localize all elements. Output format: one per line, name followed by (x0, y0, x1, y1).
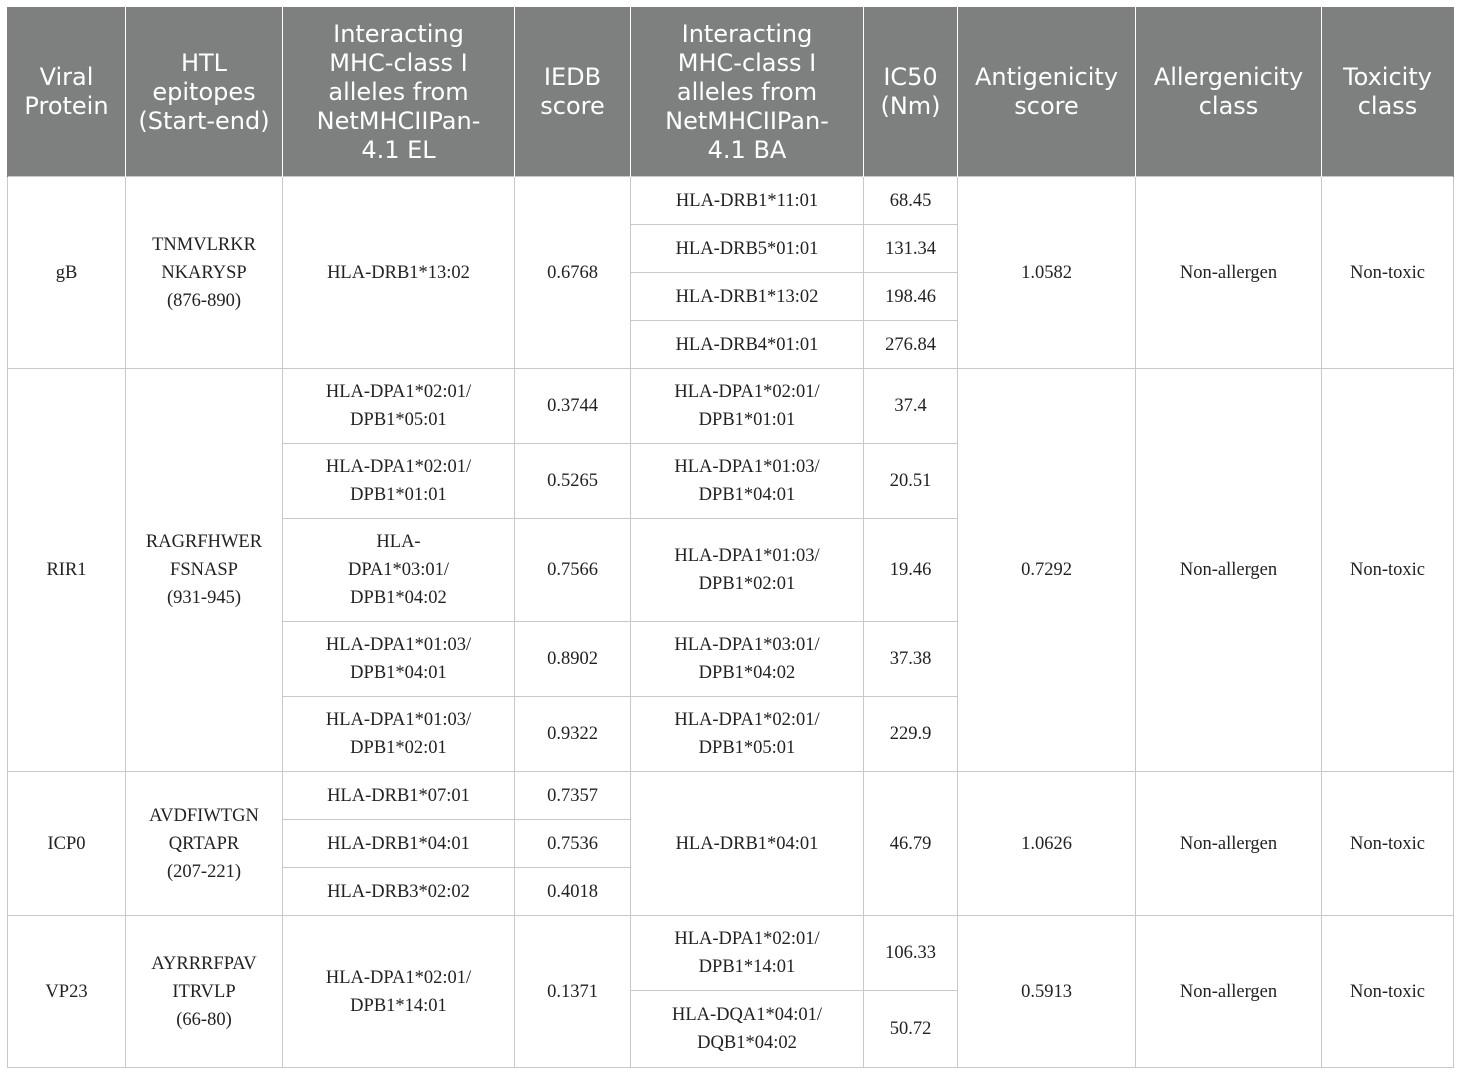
header-row (8, 8, 1454, 177)
protein-cell: RIR1 (8, 369, 126, 772)
iedb-score-cell: 0.7566 (515, 519, 631, 622)
ba-allele-cell: HLA-DPA1*03:01/ DPB1*04:02 (631, 622, 864, 697)
table-row (8, 772, 1454, 820)
iedb-score-cell: 0.3744 (515, 369, 631, 444)
epitope-cell: AYRRRFPAV ITRVLP (66-80) (126, 916, 283, 1068)
ba-allele-cell: HLA-DRB1*11:01 (631, 177, 864, 225)
ic50-cell: 229.9 (864, 697, 958, 772)
iedb-score-cell: 0.7536 (515, 820, 631, 868)
header-allergenicity: Allergenicity class (1136, 8, 1322, 177)
header-toxicity: Toxicity class (1322, 8, 1454, 177)
iedb-score-cell: 0.5265 (515, 444, 631, 519)
table-row (8, 177, 1454, 225)
ic50-cell: 46.79 (864, 772, 958, 916)
ba-allele-cell: HLA-DPA1*02:01/ DPB1*14:01 (631, 916, 864, 991)
ba-allele-cell: HLA-DRB5*01:01 (631, 225, 864, 273)
toxicity-cell: Non-toxic (1322, 177, 1454, 369)
ic50-cell: 20.51 (864, 444, 958, 519)
ba-allele-cell: HLA-DQA1*04:01/ DQB1*04:02 (631, 991, 864, 1068)
header-el-alleles: Interacting MHC-class I alleles from NetMHCIIPan- 4.1 EL (283, 8, 515, 177)
epitope-cell: TNMVLRKR NKARYSP (876-890) (126, 177, 283, 369)
antigenicity-cell: 0.5913 (958, 916, 1136, 1068)
ba-allele-cell: HLA-DPA1*02:01/ DPB1*05:01 (631, 697, 864, 772)
ic50-cell: 198.46 (864, 273, 958, 321)
el-allele-cell: HLA- DPA1*03:01/ DPB1*04:02 (283, 519, 515, 622)
ic50-cell: 19.46 (864, 519, 958, 622)
ba-allele-cell: HLA-DPA1*01:03/ DPB1*04:01 (631, 444, 864, 519)
el-allele-cell: HLA-DRB3*02:02 (283, 868, 515, 916)
antigenicity-cell: 1.0626 (958, 772, 1136, 916)
epitope-cell: RAGRFHWER FSNASP (931-945) (126, 369, 283, 772)
iedb-score-cell: 0.1371 (515, 916, 631, 1068)
el-allele-cell: HLA-DPA1*02:01/ DPB1*01:01 (283, 444, 515, 519)
el-allele-cell: HLA-DRB1*07:01 (283, 772, 515, 820)
allergenicity-cell: Non-allergen (1136, 369, 1322, 772)
toxicity-cell: Non-toxic (1322, 369, 1454, 772)
allergenicity-cell: Non-allergen (1136, 772, 1322, 916)
header-ba-alleles: Interacting MHC-class I alleles from NetMHCIIPan- 4.1 BA (631, 8, 864, 177)
header-antigenicity: Antigenicity score (958, 8, 1136, 177)
ic50-cell: 37.38 (864, 622, 958, 697)
table-row (8, 369, 1454, 444)
el-allele-cell: HLA-DRB1*13:02 (283, 177, 515, 369)
iedb-score-cell: 0.9322 (515, 697, 631, 772)
iedb-score-cell: 0.6768 (515, 177, 631, 369)
table-row (8, 916, 1454, 991)
antigenicity-cell: 0.7292 (958, 369, 1136, 772)
protein-cell: ICP0 (8, 772, 126, 916)
el-allele-cell: HLA-DRB1*04:01 (283, 820, 515, 868)
header-htl-epitopes: HTL epitopes (Start-end) (126, 8, 283, 177)
iedb-score-cell: 0.4018 (515, 868, 631, 916)
iedb-score-cell: 0.7357 (515, 772, 631, 820)
header-iedb-score: IEDB score (515, 8, 631, 177)
toxicity-cell: Non-toxic (1322, 916, 1454, 1068)
protein-cell: gB (8, 177, 126, 369)
ic50-cell: 131.34 (864, 225, 958, 273)
el-allele-cell: HLA-DPA1*02:01/ DPB1*05:01 (283, 369, 515, 444)
antigenicity-cell: 1.0582 (958, 177, 1136, 369)
el-allele-cell: HLA-DPA1*01:03/ DPB1*04:01 (283, 622, 515, 697)
ba-allele-cell: HLA-DPA1*02:01/ DPB1*01:01 (631, 369, 864, 444)
epitope-table (7, 7, 1454, 1068)
ic50-cell: 106.33 (864, 916, 958, 991)
ic50-cell: 37.4 (864, 369, 958, 444)
el-allele-cell: HLA-DPA1*02:01/ DPB1*14:01 (283, 916, 515, 1068)
header-ic50: IC50 (Nm) (864, 8, 958, 177)
allergenicity-cell: Non-allergen (1136, 177, 1322, 369)
ba-allele-cell: HLA-DRB1*04:01 (631, 772, 864, 916)
ba-allele-cell: HLA-DPA1*01:03/ DPB1*02:01 (631, 519, 864, 622)
toxicity-cell: Non-toxic (1322, 772, 1454, 916)
ba-allele-cell: HLA-DRB4*01:01 (631, 321, 864, 369)
iedb-score-cell: 0.8902 (515, 622, 631, 697)
el-allele-cell: HLA-DPA1*01:03/ DPB1*02:01 (283, 697, 515, 772)
ic50-cell: 68.45 (864, 177, 958, 225)
ic50-cell: 276.84 (864, 321, 958, 369)
protein-cell: VP23 (8, 916, 126, 1068)
ba-allele-cell: HLA-DRB1*13:02 (631, 273, 864, 321)
allergenicity-cell: Non-allergen (1136, 916, 1322, 1068)
ic50-cell: 50.72 (864, 991, 958, 1068)
epitope-cell: AVDFIWTGN QRTAPR (207-221) (126, 772, 283, 916)
header-viral-protein: Viral Protein (8, 8, 126, 177)
